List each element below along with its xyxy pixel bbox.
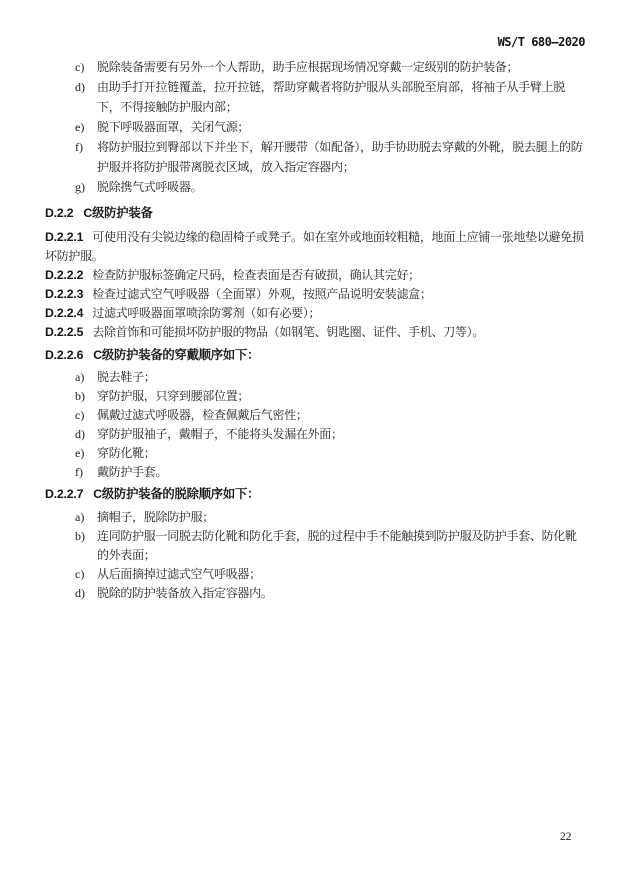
- section-number: D.2.2.6: [45, 348, 84, 362]
- clause-d2221: [45, 228, 587, 266]
- list-item-marker: b): [75, 389, 85, 403]
- section-heading-d227: [45, 484, 587, 504]
- list-item-text: 摘帽子，脱除防护服；: [97, 510, 215, 524]
- list-item-text: 脱去鞋子；: [97, 370, 156, 384]
- list-item-text: 脱下呼吸器面罩，关闭气源；: [97, 120, 250, 134]
- list-item-marker: c): [75, 408, 85, 422]
- list-item-marker: c): [75, 60, 85, 74]
- list-item-text: 佩戴过滤式呼吸器，检查佩戴后气密性；: [97, 408, 308, 422]
- section-title: C级防护装备的脱除顺序如下：: [93, 487, 260, 501]
- list-item-text: 由助手打开拉链覆盖，拉开拉链，帮助穿戴者将防护服从头部脱至肩部，将袖子从手臂上脱下，不得接触防护服内部；: [97, 80, 566, 114]
- clause-number: D.2.2.1: [45, 230, 84, 244]
- section-title: C级防护装备的穿戴顺序如下：: [93, 348, 260, 362]
- list-item-text: 脱除装备需要有另外一个人帮助，助手应根据现场情况穿戴一定级别的防护装备；: [97, 60, 519, 74]
- list-item: [45, 444, 587, 463]
- section-heading-d226: [45, 345, 587, 365]
- list-item: [45, 117, 587, 137]
- list-item-marker: f): [75, 465, 83, 479]
- list-item-marker: f): [75, 140, 83, 154]
- donning-c-level-list: [45, 368, 587, 482]
- list-item: [45, 425, 587, 444]
- page-content: [45, 0, 587, 603]
- list-item: [45, 527, 587, 565]
- list-item-text: 戴防护手套。: [97, 465, 168, 479]
- clause-number: D.2.2.5: [45, 325, 84, 339]
- list-item: [45, 508, 587, 527]
- list-item: [45, 565, 587, 584]
- list-item: [45, 406, 587, 425]
- list-item-text: 将防护服拉到臀部以下并坐下，解开腰带（如配备），助手协助脱去穿戴的外靴，脱去腿上的防护服并将防护服带离脱衣区域，放入指定容器内；: [97, 140, 583, 174]
- clause-number: D.2.2.3: [45, 287, 84, 301]
- list-item-marker: d): [75, 586, 85, 600]
- page-number: 22: [560, 831, 572, 843]
- list-item-marker: g): [75, 180, 85, 194]
- list-item: [45, 368, 587, 387]
- list-item-marker: d): [75, 80, 85, 94]
- list-item-text: 连同防护服一同脱去防化靴和防化手套，脱的过程中手不能触摸到防护服及防护手套、防化靴的外表面；: [97, 529, 577, 562]
- section-number: D.2.2.7: [45, 487, 84, 501]
- section-heading-d22: [45, 203, 587, 223]
- list-item-marker: c): [75, 567, 85, 581]
- clause-text: 去除首饰和可能损坏防护服的物品（如钢笔、钥匙圈、证件、手机、刀等）。: [92, 325, 485, 339]
- list-item: [45, 387, 587, 406]
- list-item: [45, 177, 587, 197]
- clause-text: 检查过滤式空气呼吸器（全面罩）外观，按照产品说明安装滤盒；: [92, 287, 432, 301]
- clause-d2225: [45, 323, 587, 342]
- list-item: [45, 463, 587, 482]
- doffing-b-level-list: [45, 57, 587, 197]
- section-number: D.2.2: [45, 206, 74, 220]
- list-item: [45, 77, 587, 117]
- clause-text: 可使用没有尖锐边缘的稳固椅子或凳子。如在室外或地面较粗糙，地面上应铺一张地垫以避免损坏防护服。: [45, 230, 584, 263]
- list-item-text: 从后面摘掉过滤式空气呼吸器；: [97, 567, 261, 581]
- list-item-text: 穿防护服，只穿到腰部位置；: [97, 389, 250, 403]
- list-item-text: 脱除携气式呼吸器。: [97, 180, 203, 194]
- clause-d2223: [45, 285, 587, 304]
- list-item-marker: e): [75, 446, 85, 460]
- list-item-text: 穿防护服袖子，戴帽子，不能将头发漏在外面；: [97, 427, 343, 441]
- list-item-text: 穿防化靴；: [97, 446, 156, 460]
- list-item-marker: a): [75, 510, 85, 524]
- list-item-marker: a): [75, 370, 85, 384]
- standard-number-header: WS/T 680—2020: [497, 35, 585, 49]
- doffing-c-level-list: [45, 508, 587, 603]
- list-item-marker: b): [75, 529, 85, 543]
- list-item-text: 脱除的防护装备放入指定容器内。: [97, 586, 273, 600]
- clause-text: 过滤式呼吸器面罩喷涂防雾剂（如有必要）；: [92, 306, 321, 320]
- clause-d2222: [45, 266, 587, 285]
- list-item-marker: d): [75, 427, 85, 441]
- clause-d2224: [45, 304, 587, 323]
- list-item: [45, 57, 587, 77]
- clause-number: D.2.2.4: [45, 306, 84, 320]
- clause-text: 检查防护服标签确定尺码，检查表面是否有破损，确认其完好；: [92, 268, 420, 282]
- list-item: [45, 137, 587, 177]
- clause-number: D.2.2.2: [45, 268, 84, 282]
- list-item-marker: e): [75, 120, 85, 134]
- list-item: [45, 584, 587, 603]
- section-title: C级防护装备: [83, 206, 153, 220]
